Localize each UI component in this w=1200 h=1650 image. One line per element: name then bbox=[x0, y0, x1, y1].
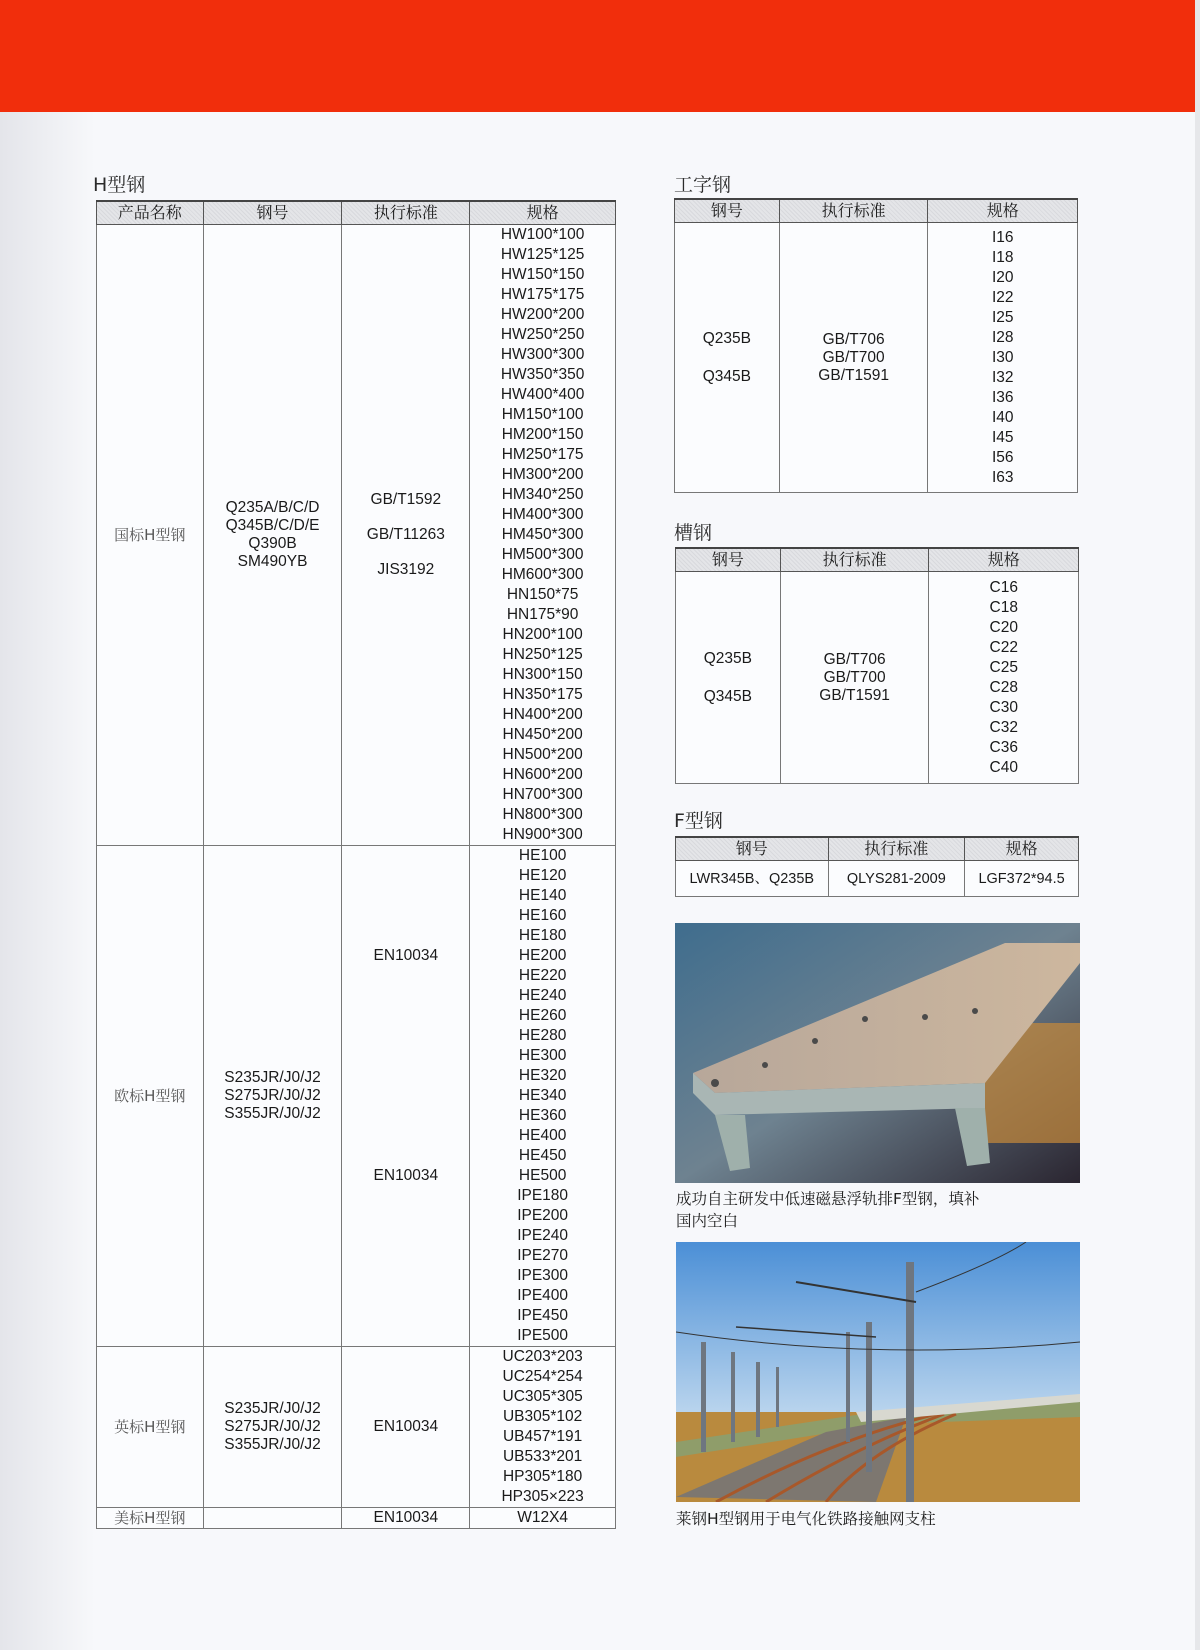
table-row bbox=[97, 225, 616, 846]
spec-cell: LGF372*94.5 bbox=[965, 861, 1079, 897]
table-header-row bbox=[676, 548, 1079, 572]
table-header-row bbox=[676, 837, 1079, 861]
spec-item: HE120 bbox=[518, 867, 567, 884]
spec-item: HN500*200 bbox=[502, 746, 583, 763]
railway-catenary-photo bbox=[676, 1242, 1080, 1502]
spec-item: UC305*305 bbox=[502, 1388, 583, 1405]
table-header-row bbox=[97, 201, 616, 225]
col-header-standard: 执行标准 bbox=[342, 201, 470, 225]
spec-item: I18 bbox=[991, 248, 1014, 266]
spec-item: HE240 bbox=[518, 987, 567, 1004]
spec-item: HN150*75 bbox=[506, 586, 579, 603]
standard-cell: EN10034 EN10034 bbox=[342, 846, 470, 1347]
spec-item: IPE240 bbox=[517, 1227, 569, 1244]
spec-item: HN700*300 bbox=[502, 786, 583, 803]
grade-cell: LWR345B、Q235B bbox=[676, 861, 829, 897]
col-header-standard: 执行标准 bbox=[779, 199, 928, 223]
product-name-cell: 欧标H型钢 bbox=[97, 846, 204, 1347]
spec-item: HM340*250 bbox=[501, 486, 584, 503]
spec-cell bbox=[928, 223, 1078, 493]
standard-cell: EN10034 bbox=[342, 1508, 470, 1529]
spec-item: C28 bbox=[989, 678, 1018, 696]
spec-item: UC254*254 bbox=[502, 1368, 583, 1385]
page-edge bbox=[1195, 0, 1200, 1650]
spec-item: IPE400 bbox=[517, 1287, 569, 1304]
col-header-spec: 规格 bbox=[965, 837, 1079, 861]
spec-item: HW125*125 bbox=[500, 246, 585, 263]
spec-item: HW300*300 bbox=[500, 346, 585, 363]
f-beam-title: F型钢 bbox=[674, 810, 723, 832]
spec-cell bbox=[929, 572, 1079, 784]
spec-item: HM400*300 bbox=[501, 506, 584, 523]
spec-item: UB533*201 bbox=[502, 1448, 583, 1465]
spec-item: HM250*175 bbox=[501, 446, 584, 463]
spec-item: HM300*200 bbox=[501, 466, 584, 483]
grade-cell: Q235A/B/C/D Q345B/C/D/E Q390B SM490YB bbox=[203, 225, 342, 846]
spec-item: HW400*400 bbox=[500, 386, 585, 403]
spec-item: I20 bbox=[991, 268, 1014, 286]
spec-item: HE260 bbox=[518, 1007, 567, 1024]
table-header-row bbox=[675, 199, 1078, 223]
product-name-cell: 美标H型钢 bbox=[97, 1508, 204, 1529]
spec-item: HE340 bbox=[518, 1087, 567, 1104]
table-row bbox=[97, 1347, 616, 1508]
spec-item: HE450 bbox=[518, 1147, 567, 1164]
table-row bbox=[676, 572, 1079, 784]
col-header-grade: 钢号 bbox=[675, 199, 780, 223]
spec-item: HM200*150 bbox=[501, 426, 584, 443]
spec-item: I30 bbox=[991, 348, 1014, 366]
channel-title: 槽钢 bbox=[674, 522, 713, 544]
spec-item: HN175*90 bbox=[506, 606, 579, 623]
standard-cell: EN10034 bbox=[342, 1347, 470, 1508]
standard-cell: GB/T1592 GB/T11263 JIS3192 bbox=[342, 225, 470, 846]
i-beam-table bbox=[674, 198, 1078, 493]
spec-item: UB305*102 bbox=[502, 1408, 583, 1425]
standard-cell: GB/T706 GB/T700 GB/T1591 bbox=[780, 572, 929, 784]
spec-item: I28 bbox=[991, 328, 1014, 346]
col-header-standard: 执行标准 bbox=[780, 548, 929, 572]
spec-item: I40 bbox=[991, 408, 1014, 426]
spec-item: UC203*203 bbox=[502, 1348, 583, 1365]
h-beam-table bbox=[96, 200, 616, 1529]
spec-item: HN450*200 bbox=[502, 726, 583, 743]
product-name-cell: 英标H型钢 bbox=[97, 1347, 204, 1508]
spec-cell bbox=[470, 1508, 616, 1529]
col-header-spec: 规格 bbox=[928, 199, 1078, 223]
spec-item: HW200*200 bbox=[500, 306, 585, 323]
table-row bbox=[675, 223, 1078, 493]
h-beam-title: H型钢 bbox=[93, 174, 146, 196]
col-header-grade: 钢号 bbox=[203, 201, 342, 225]
spec-cell bbox=[470, 846, 616, 1347]
spec-item: HM450*300 bbox=[501, 526, 584, 543]
col-header-grade: 钢号 bbox=[676, 548, 781, 572]
spec-item: HW150*150 bbox=[500, 266, 585, 283]
table-row bbox=[676, 861, 1079, 897]
spec-item: IPE270 bbox=[517, 1247, 569, 1264]
photo-caption: 莱钢H型钢用于电气化铁路接触网支柱 bbox=[676, 1510, 936, 1528]
grade-cell: S235JR/J0/J2 S275JR/J0/J2 S355JR/J0/J2 bbox=[203, 846, 342, 1347]
i-beam-title: 工字钢 bbox=[674, 174, 732, 196]
spec-cell bbox=[470, 1347, 616, 1508]
spec-item: HM600*300 bbox=[501, 566, 584, 583]
spec-item: UB457*191 bbox=[502, 1428, 583, 1445]
spec-item: HN300*150 bbox=[502, 666, 583, 683]
spec-item: IPE300 bbox=[517, 1267, 569, 1284]
col-header-standard: 执行标准 bbox=[828, 837, 965, 861]
spec-item: IPE500 bbox=[517, 1327, 569, 1344]
spec-item: C32 bbox=[989, 718, 1018, 736]
spec-item: HN400*200 bbox=[502, 706, 583, 723]
grade-cell: Q235B Q345B bbox=[675, 223, 780, 493]
maglev-f-beam-photo bbox=[675, 923, 1080, 1183]
spec-item: IPE450 bbox=[517, 1307, 569, 1324]
table-row bbox=[97, 846, 616, 1347]
spec-item: I45 bbox=[991, 428, 1014, 446]
spec-item: HE180 bbox=[518, 927, 567, 944]
table-row bbox=[97, 1508, 616, 1529]
spec-item: C36 bbox=[989, 738, 1018, 756]
grade-cell: S235JR/J0/J2 S275JR/J0/J2 S355JR/J0/J2 bbox=[203, 1347, 342, 1508]
spec-item: HW250*250 bbox=[500, 326, 585, 343]
spec-item: HE140 bbox=[518, 887, 567, 904]
spec-item: HP305*180 bbox=[502, 1468, 583, 1485]
spec-item: HN600*200 bbox=[502, 766, 583, 783]
spec-item: HW175*175 bbox=[500, 286, 585, 303]
spec-item: C20 bbox=[989, 618, 1018, 636]
col-header-spec: 规格 bbox=[929, 548, 1079, 572]
col-header-grade: 钢号 bbox=[676, 837, 829, 861]
spec-item: I63 bbox=[991, 468, 1014, 486]
spec-item: HE360 bbox=[518, 1107, 567, 1124]
channel-table bbox=[675, 547, 1079, 784]
product-name-cell: 国标H型钢 bbox=[97, 225, 204, 846]
spec-item: C18 bbox=[989, 598, 1018, 616]
standard-cell: GB/T706 GB/T700 GB/T1591 bbox=[779, 223, 928, 493]
spec-item: I22 bbox=[991, 288, 1014, 306]
spec-item: HN800*300 bbox=[502, 806, 583, 823]
spec-item: I16 bbox=[991, 228, 1014, 246]
spec-item: HW350*350 bbox=[500, 366, 585, 383]
spec-item: HE200 bbox=[518, 947, 567, 964]
spec-item: HE320 bbox=[518, 1067, 567, 1084]
spec-item: HP305×223 bbox=[501, 1488, 584, 1505]
grade-cell bbox=[203, 1508, 342, 1529]
header-band bbox=[0, 0, 1195, 112]
spec-item: HN350*175 bbox=[502, 686, 583, 703]
spec-item: HE400 bbox=[518, 1127, 567, 1144]
spec-item: W12X4 bbox=[517, 1509, 569, 1526]
page-binding-shadow bbox=[0, 112, 95, 1650]
spec-item: HE160 bbox=[518, 907, 567, 924]
spec-item: HN200*100 bbox=[502, 626, 583, 643]
spec-item: C22 bbox=[989, 638, 1018, 656]
spec-item: C40 bbox=[989, 758, 1018, 776]
spec-item: HE220 bbox=[518, 967, 567, 984]
spec-item: I25 bbox=[991, 308, 1014, 326]
spec-item: HN900*300 bbox=[502, 826, 583, 843]
f-beam-table bbox=[675, 836, 1079, 897]
spec-item: I32 bbox=[991, 368, 1014, 386]
spec-item: I36 bbox=[991, 388, 1014, 406]
spec-item: HE280 bbox=[518, 1027, 567, 1044]
col-header-spec: 规格 bbox=[470, 201, 616, 225]
col-header-product: 产品名称 bbox=[97, 201, 204, 225]
standard-cell: QLYS281-2009 bbox=[828, 861, 965, 897]
spec-item: IPE180 bbox=[517, 1187, 569, 1204]
spec-item: I56 bbox=[991, 448, 1014, 466]
spec-item: C25 bbox=[989, 658, 1018, 676]
photo-caption: 成功自主研发中低速磁悬浮轨排F型钢，填补 国内空白 bbox=[676, 1190, 980, 1230]
spec-item: HE100 bbox=[518, 847, 567, 864]
grade-cell: Q235B Q345B bbox=[676, 572, 781, 784]
spec-item: HE500 bbox=[518, 1167, 567, 1184]
spec-item: C16 bbox=[989, 578, 1018, 596]
spec-item: HN250*125 bbox=[502, 646, 583, 663]
spec-item: C30 bbox=[989, 698, 1018, 716]
spec-item: HE300 bbox=[518, 1047, 567, 1064]
spec-item: HW100*100 bbox=[500, 226, 585, 243]
spec-item: HM500*300 bbox=[501, 546, 584, 563]
spec-item: IPE200 bbox=[517, 1207, 569, 1224]
spec-item: HM150*100 bbox=[501, 406, 584, 423]
spec-cell bbox=[470, 225, 616, 846]
